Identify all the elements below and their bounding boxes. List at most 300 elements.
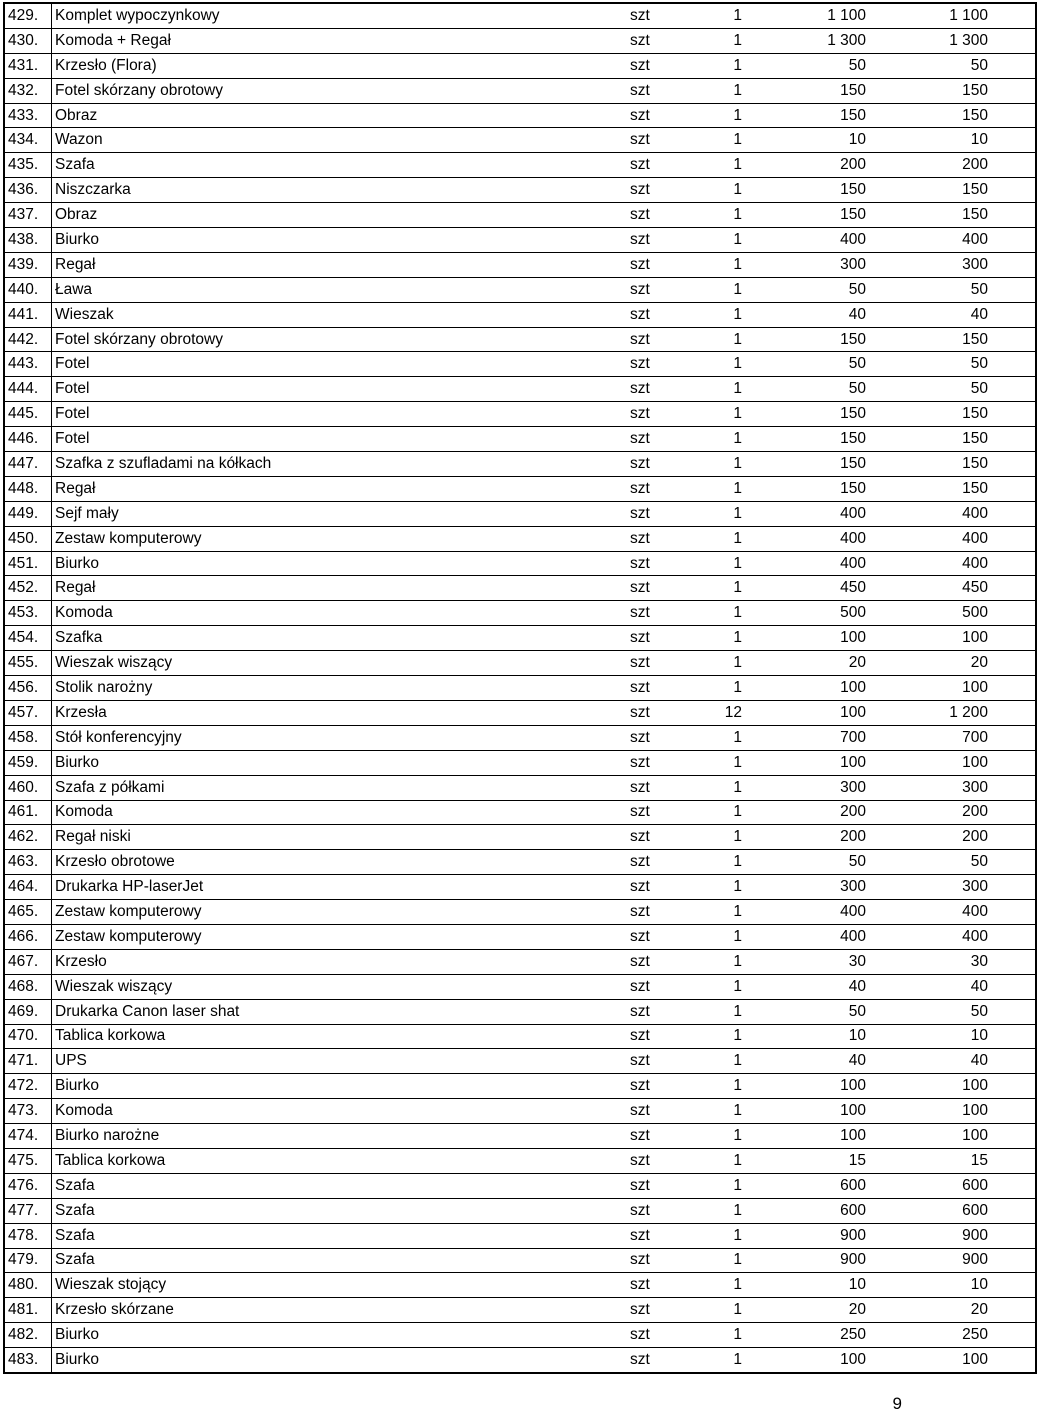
total-value-cell: 400 (878, 526, 1036, 551)
unit-cell: szt (630, 576, 696, 601)
table-row (4, 128, 1036, 153)
item-name-cell: Szafa (52, 153, 631, 178)
total-value-cell: 400 (878, 551, 1036, 576)
page-number: 9 (892, 1394, 902, 1413)
unit-cell: szt (630, 1124, 696, 1149)
item-number-cell: 441. (4, 302, 52, 327)
item-number-cell: 434. (4, 128, 52, 153)
quantity-cell: 1 (696, 1273, 756, 1298)
item-number-cell: 482. (4, 1323, 52, 1348)
unit-cell: szt (630, 1148, 696, 1173)
unit-price-cell: 40 (756, 302, 878, 327)
unit-price-cell: 600 (756, 1173, 878, 1198)
unit-price-cell: 1 300 (756, 28, 878, 53)
quantity-cell: 1 (696, 1223, 756, 1248)
quantity-cell: 12 (696, 700, 756, 725)
unit-cell: szt (630, 327, 696, 352)
item-name-cell: Szafa (52, 1198, 631, 1223)
inventory-table-body (4, 3, 1036, 1373)
unit-cell: szt (630, 476, 696, 501)
item-name-cell: Fotel (52, 402, 631, 427)
table-row (4, 1099, 1036, 1124)
total-value-cell: 150 (878, 427, 1036, 452)
unit-price-cell: 150 (756, 427, 878, 452)
unit-cell: szt (630, 228, 696, 253)
quantity-cell: 1 (696, 501, 756, 526)
unit-cell: szt (630, 999, 696, 1024)
total-value-cell: 100 (878, 750, 1036, 775)
item-name-cell: Stół konferencyjny (52, 725, 631, 750)
total-value-cell: 400 (878, 501, 1036, 526)
table-row (4, 1074, 1036, 1099)
unit-price-cell: 100 (756, 676, 878, 701)
quantity-cell: 1 (696, 1298, 756, 1323)
unit-cell: szt (630, 377, 696, 402)
unit-cell: szt (630, 800, 696, 825)
quantity-cell: 1 (696, 427, 756, 452)
item-number-cell: 467. (4, 949, 52, 974)
unit-cell: szt (630, 825, 696, 850)
unit-price-cell: 100 (756, 1099, 878, 1124)
item-name-cell: Obraz (52, 203, 631, 228)
item-name-cell: Zestaw komputerowy (52, 924, 631, 949)
item-number-cell: 451. (4, 551, 52, 576)
unit-cell: szt (630, 1074, 696, 1099)
item-name-cell: Niszczarka (52, 178, 631, 203)
quantity-cell: 1 (696, 676, 756, 701)
unit-price-cell: 150 (756, 178, 878, 203)
total-value-cell: 30 (878, 949, 1036, 974)
table-row (4, 501, 1036, 526)
item-name-cell: Tablica korkowa (52, 1148, 631, 1173)
unit-price-cell: 400 (756, 526, 878, 551)
unit-cell: szt (630, 427, 696, 452)
item-number-cell: 458. (4, 725, 52, 750)
item-name-cell: Ława (52, 277, 631, 302)
item-name-cell: Fotel (52, 352, 631, 377)
total-value-cell: 150 (878, 452, 1036, 477)
unit-price-cell: 50 (756, 352, 878, 377)
unit-cell: szt (630, 1248, 696, 1273)
unit-cell: szt (630, 725, 696, 750)
total-value-cell: 900 (878, 1248, 1036, 1273)
unit-cell: szt (630, 1348, 696, 1373)
item-number-cell: 461. (4, 800, 52, 825)
item-name-cell: Komoda (52, 1099, 631, 1124)
total-value-cell: 250 (878, 1323, 1036, 1348)
item-name-cell: Regał (52, 576, 631, 601)
unit-cell: szt (630, 103, 696, 128)
unit-price-cell: 100 (756, 700, 878, 725)
total-value-cell: 200 (878, 825, 1036, 850)
item-name-cell: Szafa (52, 1248, 631, 1273)
unit-cell: szt (630, 178, 696, 203)
quantity-cell: 1 (696, 999, 756, 1024)
item-name-cell: UPS (52, 1049, 631, 1074)
table-row (4, 974, 1036, 999)
quantity-cell: 1 (696, 103, 756, 128)
item-number-cell: 440. (4, 277, 52, 302)
item-name-cell: Fotel skórzany obrotowy (52, 327, 631, 352)
quantity-cell: 1 (696, 875, 756, 900)
item-name-cell: Sejf mały (52, 501, 631, 526)
total-value-cell: 150 (878, 103, 1036, 128)
unit-cell: szt (630, 452, 696, 477)
unit-cell: szt (630, 1099, 696, 1124)
total-value-cell: 20 (878, 651, 1036, 676)
total-value-cell: 50 (878, 999, 1036, 1024)
total-value-cell: 150 (878, 203, 1036, 228)
unit-cell: szt (630, 1024, 696, 1049)
unit-cell: szt (630, 900, 696, 925)
quantity-cell: 1 (696, 800, 756, 825)
item-number-cell: 456. (4, 676, 52, 701)
item-number-cell: 437. (4, 203, 52, 228)
item-name-cell: Komoda (52, 800, 631, 825)
total-value-cell: 10 (878, 1273, 1036, 1298)
quantity-cell: 1 (696, 377, 756, 402)
quantity-cell: 1 (696, 3, 756, 28)
quantity-cell: 1 (696, 825, 756, 850)
item-number-cell: 463. (4, 850, 52, 875)
item-number-cell: 471. (4, 1049, 52, 1074)
quantity-cell: 1 (696, 203, 756, 228)
total-value-cell: 400 (878, 900, 1036, 925)
table-row (4, 3, 1036, 28)
item-name-cell: Krzesło (52, 949, 631, 974)
unit-price-cell: 150 (756, 452, 878, 477)
item-number-cell: 446. (4, 427, 52, 452)
item-name-cell: Regał (52, 476, 631, 501)
unit-cell: szt (630, 252, 696, 277)
quantity-cell: 1 (696, 576, 756, 601)
quantity-cell: 1 (696, 1173, 756, 1198)
unit-price-cell: 150 (756, 78, 878, 103)
table-row (4, 1124, 1036, 1149)
unit-cell: szt (630, 277, 696, 302)
table-row (4, 78, 1036, 103)
quantity-cell: 1 (696, 476, 756, 501)
table-row (4, 626, 1036, 651)
unit-price-cell: 400 (756, 924, 878, 949)
total-value-cell: 40 (878, 974, 1036, 999)
table-row (4, 302, 1036, 327)
item-name-cell: Krzesło (Flora) (52, 53, 631, 78)
unit-price-cell: 100 (756, 1074, 878, 1099)
item-number-cell: 443. (4, 352, 52, 377)
total-value-cell: 600 (878, 1173, 1036, 1198)
unit-price-cell: 250 (756, 1323, 878, 1348)
item-name-cell: Wazon (52, 128, 631, 153)
item-name-cell: Komoda (52, 601, 631, 626)
item-number-cell: 472. (4, 1074, 52, 1099)
unit-price-cell: 200 (756, 153, 878, 178)
unit-cell: szt (630, 3, 696, 28)
quantity-cell: 1 (696, 178, 756, 203)
unit-price-cell: 100 (756, 626, 878, 651)
item-name-cell: Biurko (52, 750, 631, 775)
unit-price-cell: 150 (756, 402, 878, 427)
quantity-cell: 1 (696, 402, 756, 427)
unit-cell: szt (630, 676, 696, 701)
unit-price-cell: 50 (756, 377, 878, 402)
unit-cell: szt (630, 501, 696, 526)
total-value-cell: 40 (878, 302, 1036, 327)
quantity-cell: 1 (696, 1348, 756, 1373)
total-value-cell: 100 (878, 1074, 1036, 1099)
total-value-cell: 15 (878, 1148, 1036, 1173)
unit-price-cell: 10 (756, 128, 878, 153)
table-row (4, 228, 1036, 253)
item-number-cell: 435. (4, 153, 52, 178)
item-number-cell: 477. (4, 1198, 52, 1223)
total-value-cell: 100 (878, 1099, 1036, 1124)
item-number-cell: 468. (4, 974, 52, 999)
item-number-cell: 453. (4, 601, 52, 626)
unit-cell: szt (630, 875, 696, 900)
item-number-cell: 465. (4, 900, 52, 925)
quantity-cell: 1 (696, 1049, 756, 1074)
unit-price-cell: 30 (756, 949, 878, 974)
table-row (4, 1198, 1036, 1223)
unit-cell: szt (630, 974, 696, 999)
item-number-cell: 442. (4, 327, 52, 352)
quantity-cell: 1 (696, 651, 756, 676)
unit-price-cell: 500 (756, 601, 878, 626)
unit-cell: szt (630, 1223, 696, 1248)
item-name-cell: Fotel skórzany obrotowy (52, 78, 631, 103)
item-name-cell: Drukarka Canon laser shat (52, 999, 631, 1024)
item-number-cell: 447. (4, 452, 52, 477)
unit-cell: szt (630, 78, 696, 103)
item-number-cell: 466. (4, 924, 52, 949)
total-value-cell: 1 200 (878, 700, 1036, 725)
total-value-cell: 100 (878, 676, 1036, 701)
total-value-cell: 400 (878, 924, 1036, 949)
total-value-cell: 50 (878, 377, 1036, 402)
total-value-cell: 100 (878, 1124, 1036, 1149)
table-row (4, 427, 1036, 452)
total-value-cell: 150 (878, 178, 1036, 203)
quantity-cell: 1 (696, 228, 756, 253)
quantity-cell: 1 (696, 128, 756, 153)
table-row (4, 1323, 1036, 1348)
unit-cell: szt (630, 775, 696, 800)
item-name-cell: Regał (52, 252, 631, 277)
unit-cell: szt (630, 153, 696, 178)
total-value-cell: 40 (878, 1049, 1036, 1074)
total-value-cell: 150 (878, 78, 1036, 103)
table-row (4, 725, 1036, 750)
table-row (4, 949, 1036, 974)
unit-cell: szt (630, 28, 696, 53)
unit-price-cell: 700 (756, 725, 878, 750)
unit-price-cell: 100 (756, 1348, 878, 1373)
unit-price-cell: 150 (756, 327, 878, 352)
unit-price-cell: 50 (756, 850, 878, 875)
item-number-cell: 433. (4, 103, 52, 128)
item-name-cell: Fotel (52, 427, 631, 452)
total-value-cell: 20 (878, 1298, 1036, 1323)
table-row (4, 277, 1036, 302)
item-number-cell: 445. (4, 402, 52, 427)
total-value-cell: 50 (878, 850, 1036, 875)
unit-price-cell: 10 (756, 1024, 878, 1049)
item-number-cell: 481. (4, 1298, 52, 1323)
table-row (4, 1348, 1036, 1373)
item-number-cell: 474. (4, 1124, 52, 1149)
item-name-cell: Tablica korkowa (52, 1024, 631, 1049)
unit-cell: szt (630, 850, 696, 875)
total-value-cell: 300 (878, 252, 1036, 277)
unit-price-cell: 40 (756, 1049, 878, 1074)
total-value-cell: 300 (878, 775, 1036, 800)
table-row (4, 1024, 1036, 1049)
inventory-table (3, 2, 1037, 1374)
quantity-cell: 1 (696, 601, 756, 626)
unit-price-cell: 400 (756, 900, 878, 925)
quantity-cell: 1 (696, 626, 756, 651)
item-name-cell: Szafka (52, 626, 631, 651)
table-row (4, 153, 1036, 178)
unit-cell: szt (630, 352, 696, 377)
total-value-cell: 10 (878, 128, 1036, 153)
unit-price-cell: 300 (756, 775, 878, 800)
unit-cell: szt (630, 1298, 696, 1323)
item-name-cell: Biurko narożne (52, 1124, 631, 1149)
total-value-cell: 200 (878, 153, 1036, 178)
table-row (4, 900, 1036, 925)
total-value-cell: 100 (878, 1348, 1036, 1373)
unit-price-cell: 400 (756, 228, 878, 253)
item-name-cell: Komoda + Regał (52, 28, 631, 53)
unit-cell: szt (630, 1273, 696, 1298)
item-number-cell: 448. (4, 476, 52, 501)
item-name-cell: Regał niski (52, 825, 631, 850)
total-value-cell: 1 300 (878, 28, 1036, 53)
table-row (4, 526, 1036, 551)
table-row (4, 1148, 1036, 1173)
quantity-cell: 1 (696, 526, 756, 551)
item-name-cell: Biurko (52, 1348, 631, 1373)
quantity-cell: 1 (696, 327, 756, 352)
item-name-cell: Zestaw komputerowy (52, 900, 631, 925)
item-name-cell: Obraz (52, 103, 631, 128)
total-value-cell: 150 (878, 402, 1036, 427)
item-name-cell: Stolik narożny (52, 676, 631, 701)
total-value-cell: 50 (878, 53, 1036, 78)
item-number-cell: 483. (4, 1348, 52, 1373)
unit-price-cell: 10 (756, 1273, 878, 1298)
unit-cell: szt (630, 551, 696, 576)
quantity-cell: 1 (696, 949, 756, 974)
total-value-cell: 700 (878, 725, 1036, 750)
unit-cell: szt (630, 1198, 696, 1223)
quantity-cell: 1 (696, 1099, 756, 1124)
total-value-cell: 300 (878, 875, 1036, 900)
quantity-cell: 1 (696, 1074, 756, 1099)
quantity-cell: 1 (696, 1148, 756, 1173)
unit-price-cell: 50 (756, 277, 878, 302)
item-number-cell: 452. (4, 576, 52, 601)
unit-cell: szt (630, 1173, 696, 1198)
table-row (4, 875, 1036, 900)
table-row (4, 576, 1036, 601)
quantity-cell: 1 (696, 1198, 756, 1223)
unit-price-cell: 300 (756, 875, 878, 900)
table-row (4, 750, 1036, 775)
table-row (4, 53, 1036, 78)
unit-price-cell: 1 100 (756, 3, 878, 28)
total-value-cell: 600 (878, 1198, 1036, 1223)
item-number-cell: 439. (4, 252, 52, 277)
table-row (4, 700, 1036, 725)
quantity-cell: 1 (696, 28, 756, 53)
table-row (4, 651, 1036, 676)
item-number-cell: 476. (4, 1173, 52, 1198)
quantity-cell: 1 (696, 725, 756, 750)
unit-cell: szt (630, 402, 696, 427)
quantity-cell: 1 (696, 302, 756, 327)
unit-price-cell: 300 (756, 252, 878, 277)
table-row (4, 1173, 1036, 1198)
table-row (4, 452, 1036, 477)
unit-cell: szt (630, 53, 696, 78)
item-number-cell: 479. (4, 1248, 52, 1273)
item-name-cell: Szafka z szufladami na kółkach (52, 452, 631, 477)
quantity-cell: 1 (696, 900, 756, 925)
item-name-cell: Szafa z półkami (52, 775, 631, 800)
unit-price-cell: 450 (756, 576, 878, 601)
table-row (4, 252, 1036, 277)
item-name-cell: Biurko (52, 1074, 631, 1099)
total-value-cell: 10 (878, 1024, 1036, 1049)
item-name-cell: Wieszak stojący (52, 1273, 631, 1298)
item-name-cell: Wieszak wiszący (52, 974, 631, 999)
total-value-cell: 150 (878, 476, 1036, 501)
item-number-cell: 432. (4, 78, 52, 103)
unit-cell: szt (630, 700, 696, 725)
item-number-cell: 470. (4, 1024, 52, 1049)
item-number-cell: 480. (4, 1273, 52, 1298)
unit-price-cell: 20 (756, 651, 878, 676)
unit-cell: szt (630, 1323, 696, 1348)
item-name-cell: Komplet wypoczynkowy (52, 3, 631, 28)
quantity-cell: 1 (696, 53, 756, 78)
unit-cell: szt (630, 302, 696, 327)
table-row (4, 800, 1036, 825)
item-number-cell: 475. (4, 1148, 52, 1173)
item-number-cell: 455. (4, 651, 52, 676)
table-row (4, 850, 1036, 875)
unit-price-cell: 20 (756, 1298, 878, 1323)
item-number-cell: 462. (4, 825, 52, 850)
unit-cell: szt (630, 924, 696, 949)
quantity-cell: 1 (696, 750, 756, 775)
total-value-cell: 450 (878, 576, 1036, 601)
item-number-cell: 469. (4, 999, 52, 1024)
quantity-cell: 1 (696, 153, 756, 178)
table-row (4, 28, 1036, 53)
unit-price-cell: 40 (756, 974, 878, 999)
item-number-cell: 449. (4, 501, 52, 526)
item-name-cell: Biurko (52, 228, 631, 253)
unit-cell: szt (630, 1049, 696, 1074)
item-number-cell: 430. (4, 28, 52, 53)
total-value-cell: 200 (878, 800, 1036, 825)
table-row (4, 1049, 1036, 1074)
unit-price-cell: 150 (756, 476, 878, 501)
